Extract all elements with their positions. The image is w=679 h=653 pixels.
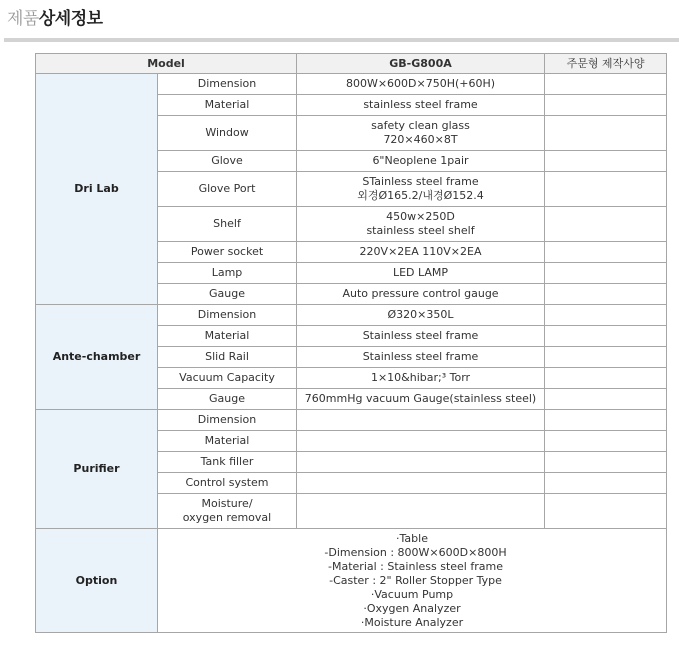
row-value: 760mmHg vacuum Gauge(stainless steel) — [297, 389, 545, 410]
row-custom — [545, 284, 667, 305]
col-custom-header: 주문형 제작사양 — [545, 54, 667, 74]
row-label: Window — [158, 116, 297, 151]
row-label: Lamp — [158, 263, 297, 284]
row-custom — [545, 494, 667, 529]
row-value: Auto pressure control gauge — [297, 284, 545, 305]
row-custom — [545, 151, 667, 172]
row-label: Material — [158, 95, 297, 116]
row-label: Glove Port — [158, 172, 297, 207]
row-value: STainless steel frame 외경Ø165.2/내경Ø152.4 — [297, 172, 545, 207]
row-value: 800W×600D×750H(+60H) — [297, 74, 545, 95]
spec-table — [35, 53, 667, 633]
row-value: LED LAMP — [297, 263, 545, 284]
row-custom — [545, 431, 667, 452]
row-label: Dimension — [158, 305, 297, 326]
page-header — [7, 4, 103, 29]
group-dri-lab: Dri Lab — [36, 74, 158, 305]
row-custom — [545, 74, 667, 95]
group-ante-chamber: Ante-chamber — [36, 305, 158, 410]
row-value — [297, 431, 545, 452]
row-value — [297, 494, 545, 529]
header-light-text: 제품 — [7, 9, 39, 29]
row-custom — [545, 452, 667, 473]
row-custom — [545, 116, 667, 151]
row-value: stainless steel frame — [297, 95, 545, 116]
row-label: Gauge — [158, 389, 297, 410]
row-label: Material — [158, 431, 297, 452]
row-custom — [545, 368, 667, 389]
table-row — [36, 305, 667, 326]
row-custom — [545, 207, 667, 242]
row-custom — [545, 410, 667, 431]
row-label: Dimension — [158, 74, 297, 95]
row-label: Glove — [158, 151, 297, 172]
row-label: Moisture/ oxygen removal — [158, 494, 297, 529]
row-label: Vacuum Capacity — [158, 368, 297, 389]
row-label: Power socket — [158, 242, 297, 263]
row-value: 6"Neoplene 1pair — [297, 151, 545, 172]
row-custom — [545, 473, 667, 494]
group-option: Option — [36, 529, 158, 633]
row-label: Shelf — [158, 207, 297, 242]
row-label: Dimension — [158, 410, 297, 431]
col-model-header: Model — [36, 54, 297, 74]
row-label: Gauge — [158, 284, 297, 305]
option-text: ·Table -Dimension : 800W×600D×800H -Material : Stainless steel frame -Caster : 2" Roller Stopper Type ·Vacuum Pump ·Oxygen Analyzer ·Moisture Analyzer — [158, 529, 667, 633]
row-custom — [545, 326, 667, 347]
row-custom — [545, 347, 667, 368]
header-dark-text: 상세정보 — [38, 9, 103, 29]
row-custom — [545, 263, 667, 284]
header-divider — [4, 38, 679, 42]
row-custom — [545, 95, 667, 116]
row-label: Slid Rail — [158, 347, 297, 368]
row-value: 450w×250D stainless steel shelf — [297, 207, 545, 242]
table-row — [36, 74, 667, 95]
col-product-header: GB-G800A — [297, 54, 545, 74]
row-custom — [545, 242, 667, 263]
row-label: Material — [158, 326, 297, 347]
row-value: 1×10&hibar;³ Torr — [297, 368, 545, 389]
row-label: Tank filler — [158, 452, 297, 473]
row-value — [297, 410, 545, 431]
group-purifier: Purifier — [36, 410, 158, 529]
table-row — [36, 410, 667, 431]
row-value: safety clean glass 720×460×8T — [297, 116, 545, 151]
row-value: Ø320×350L — [297, 305, 545, 326]
row-value — [297, 452, 545, 473]
table-row — [36, 529, 667, 633]
row-custom — [545, 172, 667, 207]
row-custom — [545, 305, 667, 326]
row-value — [297, 473, 545, 494]
row-label: Control system — [158, 473, 297, 494]
row-value: 220V×2EA 110V×2EA — [297, 242, 545, 263]
row-value: Stainless steel frame — [297, 326, 545, 347]
row-value: Stainless steel frame — [297, 347, 545, 368]
row-custom — [545, 389, 667, 410]
